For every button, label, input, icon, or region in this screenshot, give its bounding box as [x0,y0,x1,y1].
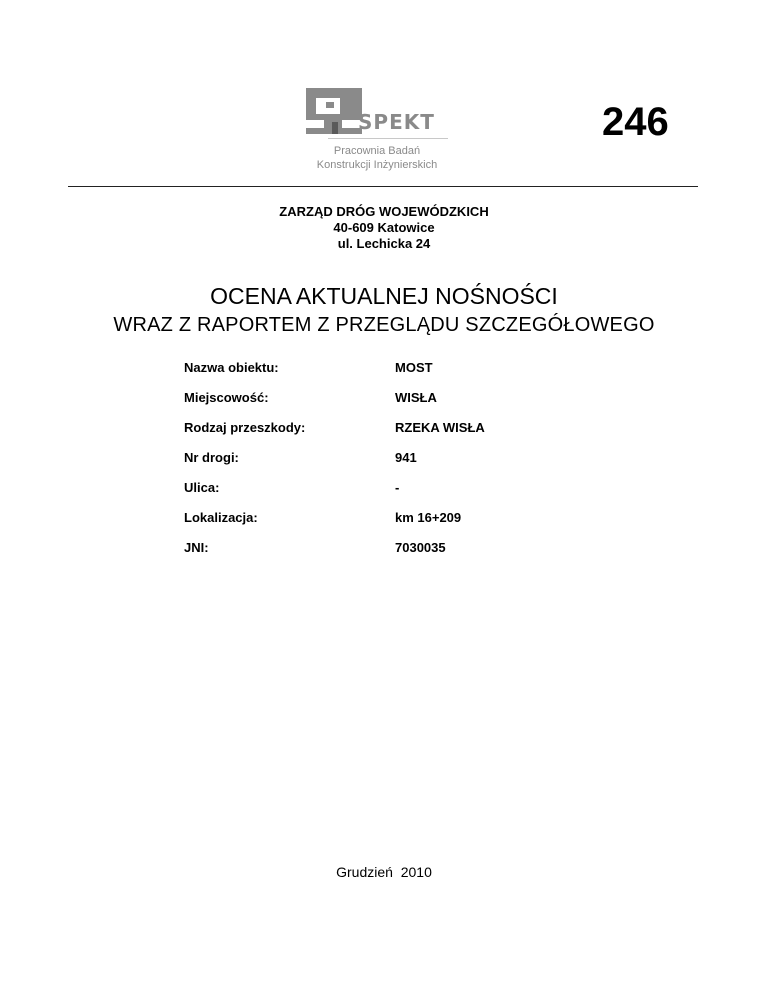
organization-name: ZARZĄD DRÓG WOJEWÓDZKICH [279,204,489,219]
document-number: 246 [602,100,669,144]
detail-row [184,420,604,450]
detail-row [184,390,604,420]
logo-divider [328,138,448,139]
detail-row [184,540,604,570]
detail-label: Nr drogi: [184,450,239,465]
logo-subtitle-line2: Konstrukcji Inżynierskich [316,159,438,171]
logo-brand-text: SPEKT [358,110,435,134]
detail-label: Rodzaj przeszkody: [184,420,306,435]
detail-row [184,510,604,540]
detail-label: Ulica: [184,480,220,495]
logo-subtitle-line1: Pracownia Badań [333,145,421,157]
detail-value: WISŁA [395,390,437,405]
organization-street: ul. Lechicka 24 [337,236,431,251]
detail-label: Miejscowość: [184,390,269,405]
organization-block [0,204,768,252]
object-details [184,360,604,570]
document-title: OCENA AKTUALNEJ NOŚNOŚCI [210,283,558,309]
detail-value: MOST [395,360,433,375]
detail-label: Lokalizacja: [184,510,258,525]
detail-value: RZEKA WISŁA [395,420,485,435]
detail-label: JNI: [184,540,209,555]
detail-row [184,450,604,480]
document-date: Grudzień 2010 [336,864,432,880]
detail-value: - [395,480,400,495]
logo-subtitle [302,144,452,172]
detail-value: 7030035 [395,540,446,555]
detail-value: 941 [395,450,417,465]
detail-row [184,360,604,390]
document-subtitle: WRAZ Z RAPORTEM Z PRZEGLĄDU SZCZEGÓŁOWEGO [113,314,655,336]
detail-label: Nazwa obiektu: [184,360,279,375]
header-divider [68,186,698,187]
company-logo [302,84,452,176]
organization-city: 40-609 Katowice [333,220,435,235]
detail-value: km 16+209 [395,510,462,525]
aspekt-logo-mark-icon [306,88,362,134]
detail-row [184,480,604,510]
